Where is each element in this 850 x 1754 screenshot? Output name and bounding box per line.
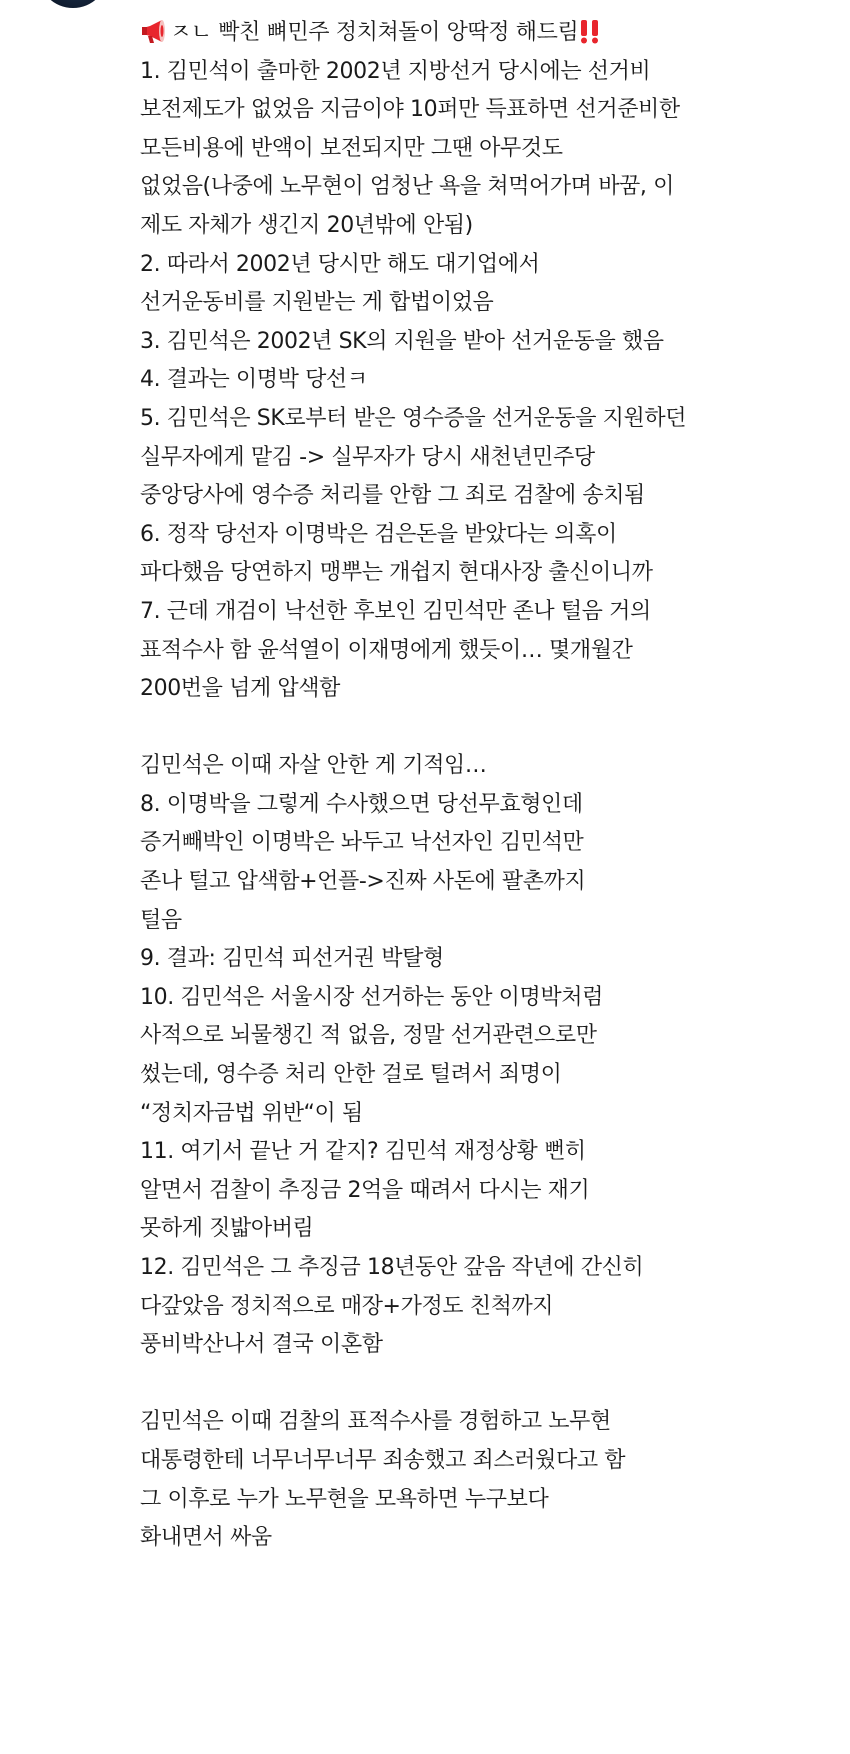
post-line: 1. 김민석이 출마한 2002년 지방선거 당시에는 선거비 — [140, 58, 651, 84]
post-line: 8. 이명박을 그렇게 수사했으면 당선무효형인데 — [140, 791, 583, 817]
post-line: 표적수사 함 윤석열이 이재명에게 했듯이… 몇개월간 — [140, 637, 633, 663]
paragraph-gap — [140, 709, 840, 748]
post-line: 썼는데, 영수증 처리 안한 걸로 털려서 죄명이 — [140, 1062, 562, 1088]
post-line: 실무자에게 맡김 -> 실무자가 당시 새천년민주당 — [140, 444, 595, 470]
post-line: 모든비용에 반액이 보전되지만 그땐 아무것도 — [140, 135, 563, 161]
post-line: 증거빼박인 이명박은 놔두고 낙선자인 김민석만 — [140, 830, 584, 856]
post-line: 다갚았음 정치적으로 매장+가정도 친척까지 — [140, 1293, 554, 1319]
post-line: 200번을 넘게 압색함 — [140, 676, 340, 702]
post-line: 제도 자체가 생긴지 20년밖에 안됨) — [140, 212, 473, 238]
post-body — [140, 14, 840, 1558]
post-line: 12. 김민석은 그 추징금 18년동안 갚음 작년에 간신히 — [140, 1255, 644, 1280]
headline-text: ㅈㄴ 빡친 뼈민주 정치쳐돌이 앙딱정 해드림 — [170, 20, 579, 45]
post-line: 11. 여기서 끝난 거 같지? 김민석 재정상황 뻔히 — [140, 1139, 586, 1165]
post-line: 알면서 검찰이 추징금 2억을 때려서 다시는 재기 — [140, 1177, 590, 1203]
post-line: 풍비박산나서 결국 이혼함 — [140, 1332, 383, 1358]
post-line: 대통령한테 너무너무너무 죄송했고 죄스러웠다고 함 — [140, 1447, 626, 1473]
post-line: 김민석은 이때 자살 안한 게 기적임… — [140, 753, 487, 779]
post-line: 못하게 짓밟아버림 — [140, 1216, 314, 1242]
post-headline — [140, 14, 840, 53]
post-line: 보전제도가 없었음 지금이야 10퍼만 득표하면 선거준비한 — [140, 97, 680, 123]
post-line: 화내면서 싸움 — [140, 1525, 272, 1551]
post-line: 5. 김민석은 SK로부터 받은 영수증을 선거운동을 지원하던 — [140, 405, 687, 431]
post-line: 존나 털고 압색함+언플->진짜 사돈에 팔촌까지 — [140, 869, 586, 895]
post-line: 털음 — [140, 907, 182, 933]
post-line: 10. 김민석은 서울시장 선거하는 동안 이명박처럼 — [140, 984, 603, 1010]
post-line: 중앙당사에 영수증 처리를 안함 그 죄로 검찰에 송치됨 — [140, 483, 645, 509]
post-line: 6. 정작 당선자 이명박은 검은돈을 받았다는 의혹이 — [140, 521, 617, 547]
avatar[interactable] — [38, 0, 108, 8]
post-line: “정치자금법 위반“이 됨 — [140, 1100, 363, 1126]
post-line: 없었음(나중에 노무현이 엄청난 욕을 쳐먹어가며 바꿈, 이 — [140, 174, 674, 200]
post-line: 파다했음 당연하지 맹뿌는 개쉽지 현대사장 출신이니까 — [140, 560, 653, 586]
post-line: 9. 결과: 김민석 피선거권 박탈형 — [140, 946, 444, 972]
post-line: 김민석은 이때 검찰의 표적수사를 경험하고 노무현 — [140, 1409, 611, 1435]
double-exclamation-icon — [578, 18, 602, 44]
post-line: 3. 김민석은 2002년 SK의 지원을 받아 선거운동을 했음 — [140, 328, 664, 354]
post-line: 7. 근데 개검이 낙선한 후보인 김민석만 존나 털음 거의 — [140, 598, 651, 624]
paragraph-gap — [140, 1365, 840, 1404]
post-line: 4. 결과는 이명박 당선ㅋ — [140, 367, 368, 393]
post-line: 사적으로 뇌물챙긴 적 없음, 정말 선거관련으로만 — [140, 1023, 597, 1049]
post-line: 2. 따라서 2002년 당시만 해도 대기업에서 — [140, 251, 540, 277]
post-line: 그 이후로 누가 노무현을 모욕하면 누구보다 — [140, 1486, 549, 1512]
post-line: 선거운동비를 지원받는 게 합법이었음 — [140, 290, 494, 316]
megaphone-icon — [140, 18, 168, 44]
